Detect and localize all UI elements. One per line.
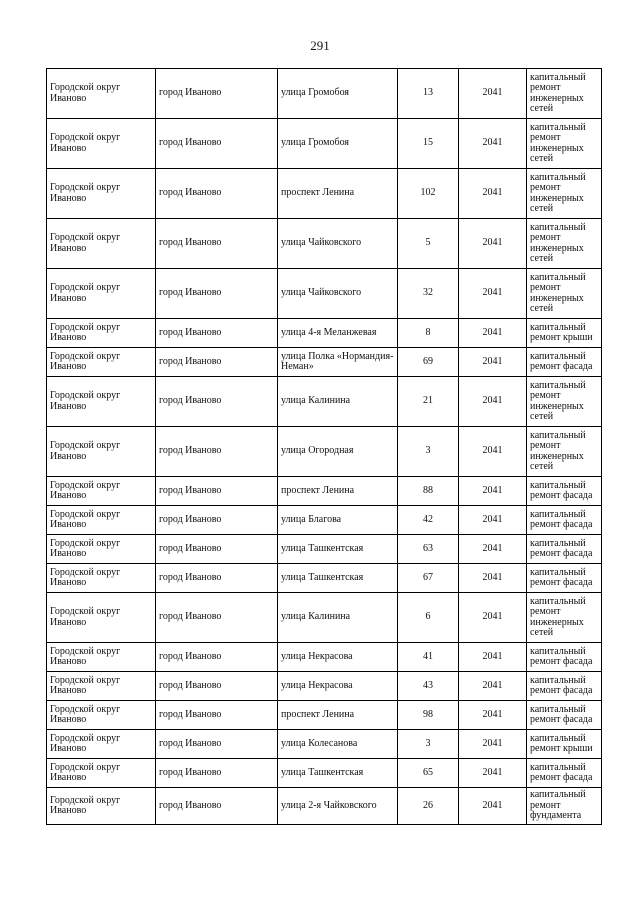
table-row [47,643,602,672]
house-number-cell: 69 [398,348,459,377]
work-type-cell: капитальный ремонт фасада [527,477,602,506]
year-cell: 2041 [459,593,527,643]
city-cell: город Иваново [156,564,278,593]
table-body [47,69,602,825]
table-row [47,269,602,319]
year-cell: 2041 [459,69,527,119]
year-cell: 2041 [459,427,527,477]
city-cell: город Иваново [156,535,278,564]
work-type-cell: капитальный ремонт фасада [527,535,602,564]
city-cell: город Иваново [156,169,278,219]
okrug-cell: Городской округ Иваново [47,759,156,788]
house-number-cell: 65 [398,759,459,788]
year-cell: 2041 [459,119,527,169]
work-type-cell: капитальный ремонт крыши [527,319,602,348]
street-cell: улица Благова [278,506,398,535]
year-cell: 2041 [459,477,527,506]
work-type-cell: капитальный ремонт фундамента [527,788,602,825]
year-cell: 2041 [459,535,527,564]
year-cell: 2041 [459,788,527,825]
work-type-cell: капитальный ремонт инженерных сетей [527,377,602,427]
house-number-cell: 5 [398,219,459,269]
city-cell: город Иваново [156,427,278,477]
table-row [47,564,602,593]
city-cell: город Иваново [156,701,278,730]
work-type-cell: капитальный ремонт инженерных сетей [527,219,602,269]
year-cell: 2041 [459,169,527,219]
okrug-cell: Городской округ Иваново [47,348,156,377]
street-cell: улица Некрасова [278,672,398,701]
okrug-cell: Городской округ Иваново [47,477,156,506]
table-row [47,788,602,825]
street-cell: улица 4-я Меланжевая [278,319,398,348]
okrug-cell: Городской округ Иваново [47,119,156,169]
work-type-cell: капитальный ремонт инженерных сетей [527,69,602,119]
city-cell: город Иваново [156,593,278,643]
house-number-cell: 98 [398,701,459,730]
table-row [47,506,602,535]
work-type-cell: капитальный ремонт инженерных сетей [527,119,602,169]
street-cell: улица Колесанова [278,730,398,759]
house-number-cell: 67 [398,564,459,593]
okrug-cell: Городской округ Иваново [47,427,156,477]
city-cell: город Иваново [156,269,278,319]
work-type-cell: капитальный ремонт фасада [527,564,602,593]
house-number-cell: 43 [398,672,459,701]
okrug-cell: Городской округ Иваново [47,535,156,564]
okrug-cell: Городской округ Иваново [47,788,156,825]
street-cell: улица Некрасова [278,643,398,672]
street-cell: проспект Ленина [278,701,398,730]
street-cell: улица Чайковского [278,219,398,269]
city-cell: город Иваново [156,788,278,825]
work-type-cell: капитальный ремонт инженерных сетей [527,593,602,643]
street-cell: улица Ташкентская [278,564,398,593]
house-number-cell: 32 [398,269,459,319]
work-type-cell: капитальный ремонт инженерных сетей [527,269,602,319]
house-number-cell: 63 [398,535,459,564]
repair-schedule-table [46,68,602,825]
city-cell: город Иваново [156,477,278,506]
city-cell: город Иваново [156,730,278,759]
street-cell: проспект Ленина [278,169,398,219]
table-row [47,119,602,169]
okrug-cell: Городской округ Иваново [47,564,156,593]
work-type-cell: капитальный ремонт крыши [527,730,602,759]
year-cell: 2041 [459,759,527,788]
street-cell: улица Чайковского [278,269,398,319]
year-cell: 2041 [459,377,527,427]
table-row [47,593,602,643]
table-row [47,319,602,348]
okrug-cell: Городской округ Иваново [47,701,156,730]
city-cell: город Иваново [156,759,278,788]
work-type-cell: капитальный ремонт фасада [527,506,602,535]
work-type-cell: капитальный ремонт фасада [527,759,602,788]
house-number-cell: 41 [398,643,459,672]
page-number: 291 [310,38,330,53]
house-number-cell: 21 [398,377,459,427]
street-cell: улица Калинина [278,377,398,427]
year-cell: 2041 [459,269,527,319]
city-cell: город Иваново [156,377,278,427]
street-cell: улица Полка «Нормандия-Неман» [278,348,398,377]
okrug-cell: Городской округ Иваново [47,643,156,672]
year-cell: 2041 [459,701,527,730]
street-cell: проспект Ленина [278,477,398,506]
work-type-cell: капитальный ремонт фасада [527,643,602,672]
okrug-cell: Городской округ Иваново [47,269,156,319]
table-row [47,348,602,377]
city-cell: город Иваново [156,119,278,169]
house-number-cell: 102 [398,169,459,219]
year-cell: 2041 [459,219,527,269]
okrug-cell: Городской округ Иваново [47,319,156,348]
house-number-cell: 26 [398,788,459,825]
year-cell: 2041 [459,319,527,348]
table-row [47,759,602,788]
street-cell: улица Громобоя [278,69,398,119]
street-cell: улица Калинина [278,593,398,643]
house-number-cell: 42 [398,506,459,535]
house-number-cell: 3 [398,427,459,477]
city-cell: город Иваново [156,319,278,348]
okrug-cell: Городской округ Иваново [47,69,156,119]
street-cell: улица 2-я Чайковского [278,788,398,825]
house-number-cell: 6 [398,593,459,643]
year-cell: 2041 [459,730,527,759]
okrug-cell: Городской округ Иваново [47,506,156,535]
city-cell: город Иваново [156,506,278,535]
house-number-cell: 8 [398,319,459,348]
city-cell: город Иваново [156,643,278,672]
street-cell: улица Ташкентская [278,759,398,788]
house-number-cell: 13 [398,69,459,119]
city-cell: город Иваново [156,672,278,701]
year-cell: 2041 [459,506,527,535]
table-row [47,701,602,730]
house-number-cell: 3 [398,730,459,759]
street-cell: улица Громобоя [278,119,398,169]
table-row [47,377,602,427]
okrug-cell: Городской округ Иваново [47,219,156,269]
year-cell: 2041 [459,348,527,377]
street-cell: улица Огородная [278,427,398,477]
table-row [47,477,602,506]
house-number-cell: 88 [398,477,459,506]
table-row [47,427,602,477]
table-row [47,535,602,564]
okrug-cell: Городской округ Иваново [47,730,156,759]
work-type-cell: капитальный ремонт фасада [527,701,602,730]
work-type-cell: капитальный ремонт фасада [527,672,602,701]
table-row [47,69,602,119]
street-cell: улица Ташкентская [278,535,398,564]
okrug-cell: Городской округ Иваново [47,377,156,427]
table-row [47,672,602,701]
table-row [47,730,602,759]
house-number-cell: 15 [398,119,459,169]
year-cell: 2041 [459,564,527,593]
city-cell: город Иваново [156,348,278,377]
city-cell: город Иваново [156,219,278,269]
table-row [47,219,602,269]
okrug-cell: Городской округ Иваново [47,593,156,643]
okrug-cell: Городской округ Иваново [47,672,156,701]
work-type-cell: капитальный ремонт инженерных сетей [527,427,602,477]
table-row [47,169,602,219]
work-type-cell: капитальный ремонт фасада [527,348,602,377]
year-cell: 2041 [459,672,527,701]
year-cell: 2041 [459,643,527,672]
work-type-cell: капитальный ремонт инженерных сетей [527,169,602,219]
city-cell: город Иваново [156,69,278,119]
okrug-cell: Городской округ Иваново [47,169,156,219]
